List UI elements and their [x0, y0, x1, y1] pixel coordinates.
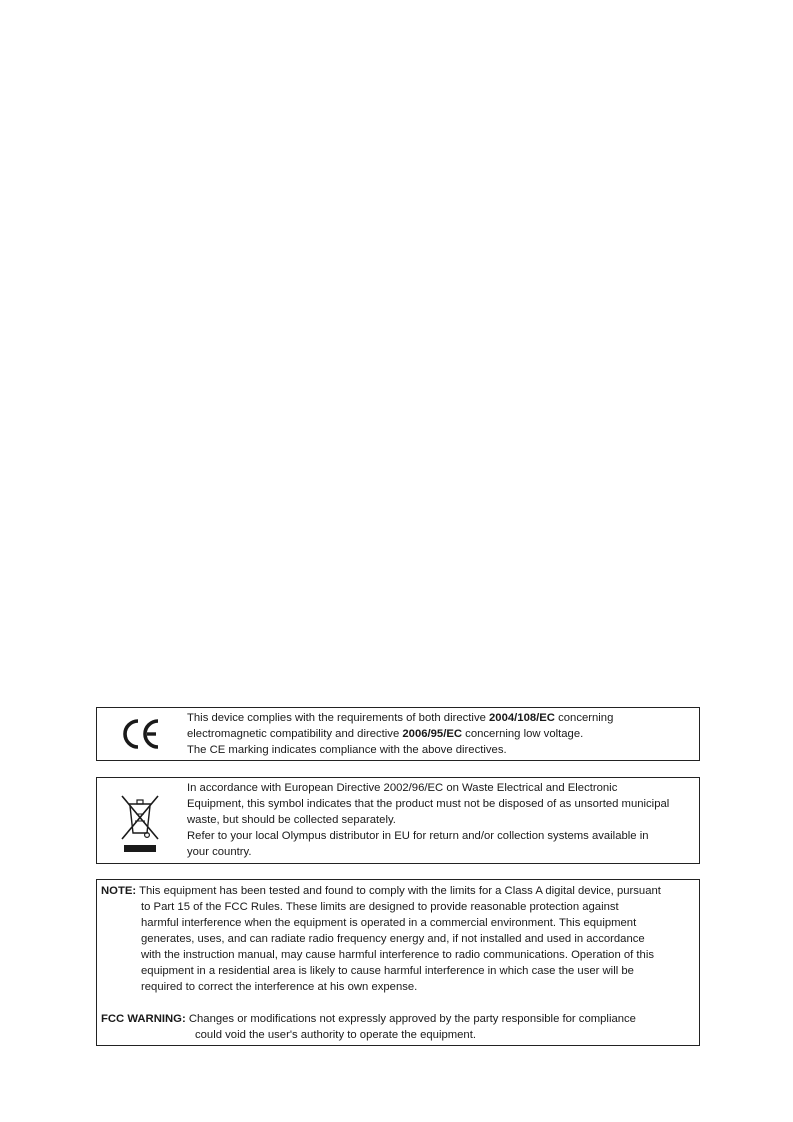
fcc-note-line: required to correct the interference at his own expense.: [141, 981, 418, 993]
fcc-note-line: equipment in a residential area is likely to cause harmful interference in which case the user will be: [141, 965, 634, 977]
weee-notice-box: [96, 777, 700, 864]
ce-compliance-box: [96, 707, 700, 761]
weee-icon-cell: [97, 778, 183, 863]
fcc-note-label: NOTE:: [101, 885, 137, 897]
weee-line-2: Equipment, this symbol indicates that the product must not be disposed of as unsorted municipal: [187, 798, 670, 810]
fcc-warning-paragraph: [101, 1011, 695, 1043]
fcc-note-line: harmful interference when the equipment is operated in a commercial environment. This equipment: [141, 917, 637, 929]
weee-line-5: your country.: [187, 846, 252, 858]
fcc-note-line: to Part 15 of the FCC Rules. These limits are designed to provide reasonable protection against: [141, 901, 619, 913]
fcc-warning-line: could void the user's authority to operate the equipment.: [195, 1029, 476, 1041]
weee-text: [187, 780, 697, 860]
ce-mark-cell: [97, 708, 183, 760]
fcc-warning-label: FCC WARNING:: [101, 1013, 186, 1025]
ce-text: [187, 710, 697, 758]
ce-line-1: This device complies with the requirements of both directive 2004/108/EC concerning: [187, 712, 614, 724]
ce-line-2: electromagnetic compatibility and directive 2006/95/EC concerning low voltage.: [187, 728, 584, 740]
crossed-out-wheelie-bin-icon: [118, 789, 162, 853]
weee-line-4: Refer to your local Olympus distributor in EU for return and/or collection systems available in: [187, 830, 649, 842]
fcc-note-paragraph: [101, 883, 695, 995]
fcc-note-line: generates, uses, and can radiate radio frequency energy and, if not installed and used in accordance: [141, 933, 645, 945]
ce-mark-icon: [118, 717, 162, 751]
fcc-note-line: with the instruction manual, may cause harmful interference to radio communications. Operation of this: [141, 949, 654, 961]
weee-line-1: In accordance with European Directive 2002/96/EC on Waste Electrical and Electronic: [187, 782, 618, 794]
ce-line-3: The CE marking indicates compliance with the above directives.: [187, 744, 507, 756]
fcc-warning-first-line: FCC WARNING: Changes or modifications not expressly approved by the party responsible for compliance: [101, 1013, 636, 1025]
weee-line-3: waste, but should be collected separately.: [187, 814, 396, 826]
fcc-notice-box: [96, 879, 700, 1046]
fcc-note-first-line: NOTE: This equipment has been tested and found to comply with the limits for a Class A digital device, pursuant: [101, 885, 661, 897]
